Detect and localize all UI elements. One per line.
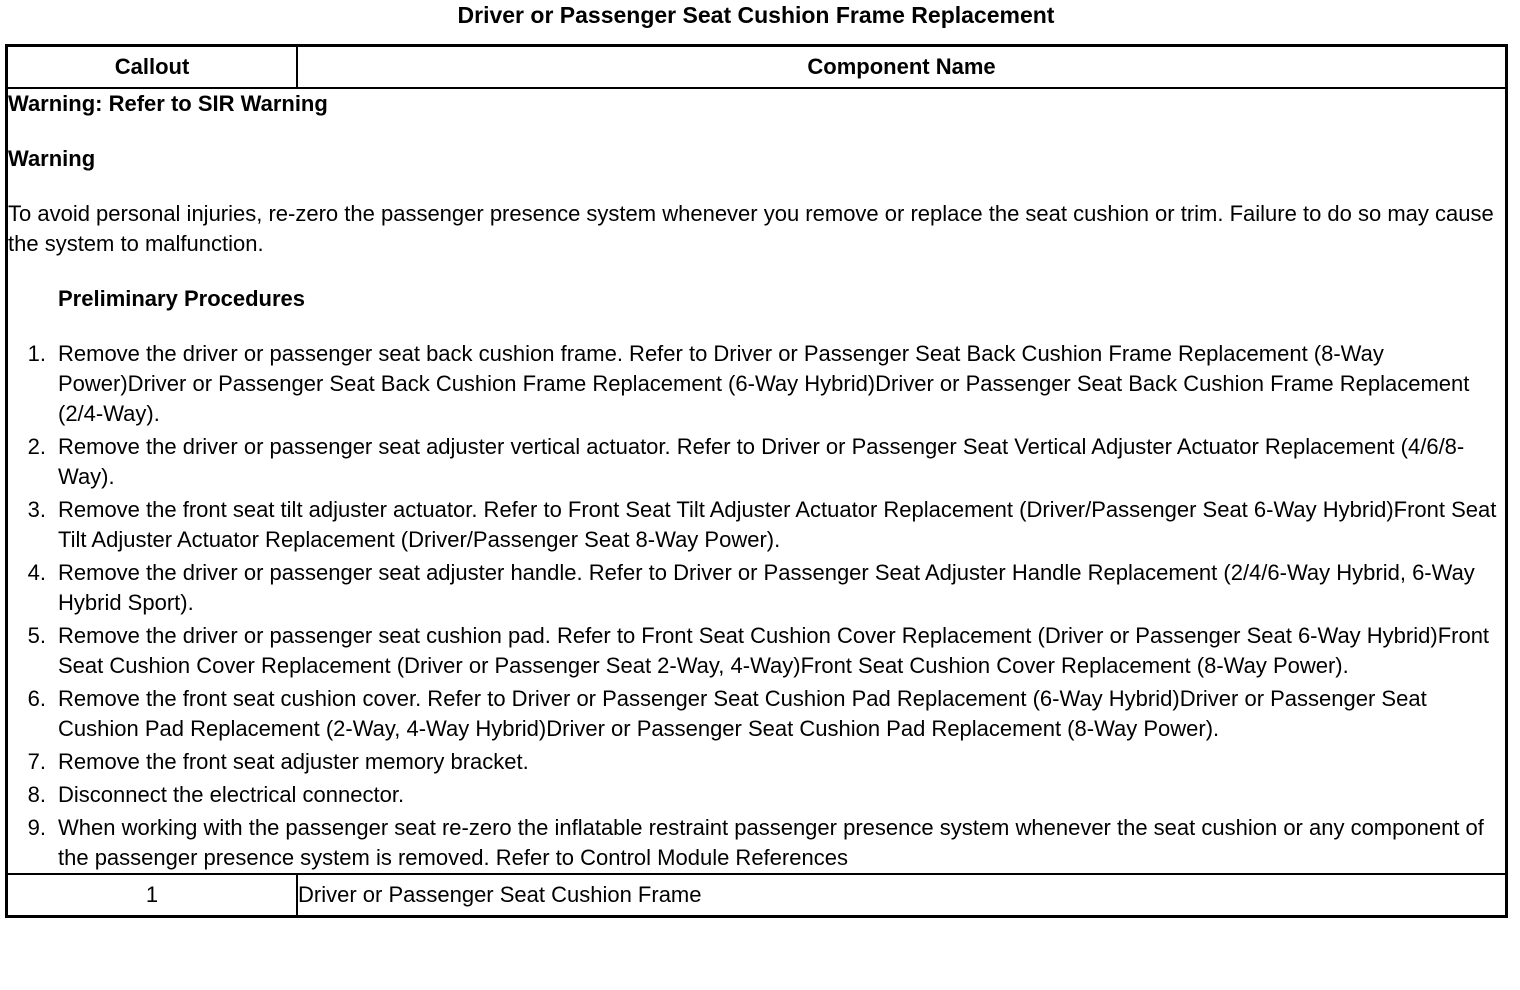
step-text: When working with the passenger seat re-zero the inflatable restraint passenger presence system whenever the seat cushion or any component of the passenger presence system is removed. Refer to Control Module References <box>58 815 1484 870</box>
document-title: Driver or Passenger Seat Cushion Frame Replacement <box>457 2 1055 28</box>
table-row <box>7 874 1507 917</box>
sir-warning-heading: Warning: Refer to SIR Warning <box>8 91 328 116</box>
step-number: 8. <box>27 782 46 807</box>
callout-column-header: Callout <box>7 46 298 89</box>
step-number: 5. <box>27 623 46 648</box>
step-text: Remove the driver or passenger seat back cushion frame. Refer to Driver or Passenger Seat Back Cushion Frame Replacement (8-Way Power)Driver or Passenger Seat Back Cushion Frame Replacement (6-Way Hybrid)Driver or Passenger Seat Back Cushion Frame Replacement (2/4-Way). <box>58 341 1470 426</box>
step-number: 9. <box>27 815 46 840</box>
step-text: Remove the front seat adjuster memory bracket. <box>58 749 529 774</box>
callout-cell: 1 <box>7 874 298 917</box>
procedure-cell <box>7 88 1507 874</box>
procedure-step <box>8 621 1505 681</box>
procedure-step <box>8 432 1505 492</box>
component-table <box>5 44 1508 918</box>
step-text: Remove the driver or passenger seat adjuster vertical actuator. Refer to Driver or Passenger Seat Vertical Adjuster Actuator Replacement (4/6/8-Way). <box>58 434 1465 489</box>
step-number: 6. <box>27 686 46 711</box>
procedure-step <box>8 495 1505 555</box>
procedure-row <box>7 88 1507 874</box>
preliminary-procedures-heading: Preliminary Procedures <box>58 286 306 311</box>
procedure-step <box>8 684 1505 744</box>
component-name-column-header: Component Name <box>297 46 1507 89</box>
procedure-step <box>8 780 1505 810</box>
step-number: 2. <box>27 434 46 459</box>
header-row <box>7 46 1507 89</box>
step-number: 4. <box>27 560 46 585</box>
step-number: 3. <box>27 497 46 522</box>
warning-text: To avoid personal injuries, re-zero the passenger presence system whenever you remove or replace the seat cushion or trim. Failure to do so may cause the system to malfunction. <box>8 201 1494 256</box>
step-text: Remove the front seat cushion cover. Refer to Driver or Passenger Seat Cushion Pad Replacement (6-Way Hybrid)Driver or Passenger Seat Cushion Pad Replacement (2-Way, 4-Way Hybrid)Driver or Passenger Seat Cushion Pad Replacement (8-Way Power). <box>58 686 1427 741</box>
procedure-step <box>8 558 1505 618</box>
step-text: Disconnect the electrical connector. <box>58 782 405 807</box>
procedure-step <box>8 339 1505 429</box>
warning-label: Warning <box>8 146 96 171</box>
step-text: Remove the driver or passenger seat cushion pad. Refer to Front Seat Cushion Cover Replacement (Driver or Passenger Seat 6-Way Hybrid)Front Seat Cushion Cover Replacement (Driver or Passenger Seat 2-Way, 4-Way)Front Seat Cushion Cover Replacement (8-Way Power). <box>58 623 1490 678</box>
procedure-step <box>8 747 1505 777</box>
step-text: Remove the driver or passenger seat adjuster handle. Refer to Driver or Passenger Seat Adjuster Handle Replacement (2/4/6-Way Hybrid, 6-Way Hybrid Sport). <box>58 560 1475 615</box>
step-number: 7. <box>27 749 46 774</box>
procedure-steps-list <box>8 339 1505 873</box>
component-name-cell: Driver or Passenger Seat Cushion Frame <box>297 874 1507 917</box>
step-number: 1. <box>27 341 46 366</box>
procedure-step <box>8 813 1505 873</box>
step-text: Remove the front seat tilt adjuster actuator. Refer to Front Seat Tilt Adjuster Actuator Replacement (Driver/Passenger Seat 6-Way Hybrid)Front Seat Tilt Adjuster Actuator Replacement (Driver/Passenger Seat 8-Way Power). <box>58 497 1497 552</box>
